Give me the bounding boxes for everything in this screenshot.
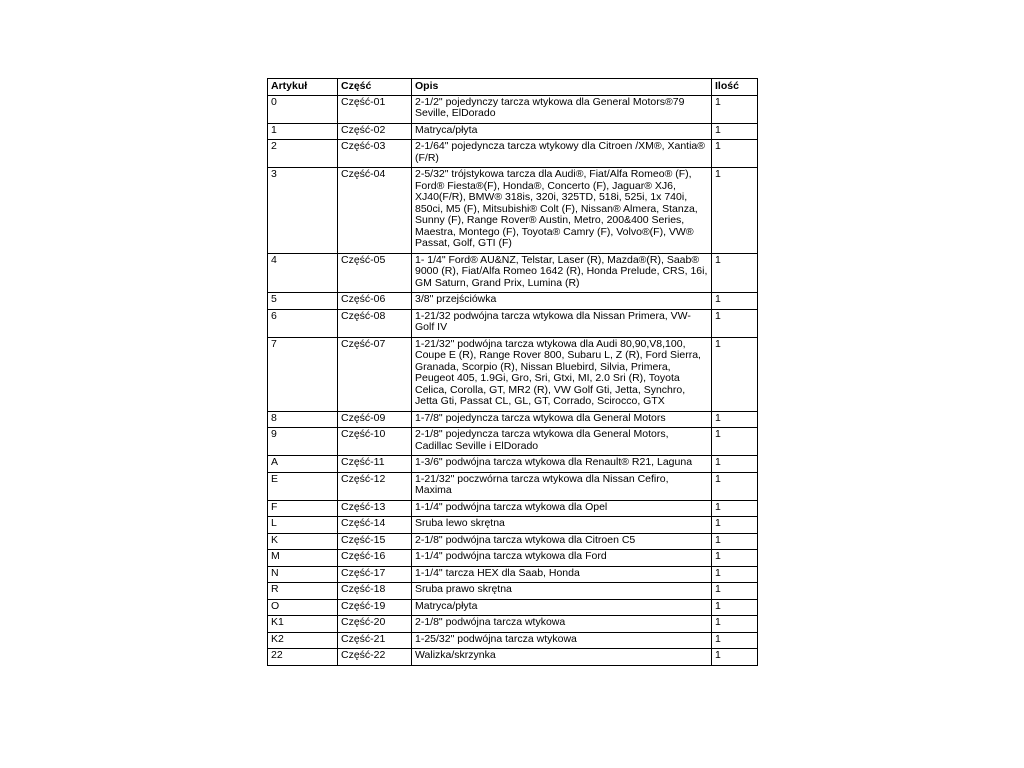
cell-artykul: M	[268, 550, 338, 567]
table-row	[268, 517, 758, 534]
cell-czesc: Część-06	[338, 293, 412, 310]
cell-czesc: Część-01	[338, 95, 412, 123]
cell-artykul: A	[268, 456, 338, 473]
cell-czesc: Część-02	[338, 123, 412, 140]
cell-artykul: N	[268, 566, 338, 583]
cell-artykul: 4	[268, 253, 338, 293]
table-row	[268, 550, 758, 567]
cell-opis: 1-1/4" podwójna tarcza wtykowa dla Ford	[412, 550, 712, 567]
cell-ilosc: 1	[712, 566, 758, 583]
table-row	[268, 411, 758, 428]
cell-czesc: Część-13	[338, 500, 412, 517]
cell-opis: 1-1/4" tarcza HEX dla Saab, Honda	[412, 566, 712, 583]
cell-artykul: K2	[268, 632, 338, 649]
parts-table	[267, 78, 758, 666]
cell-czesc: Część-03	[338, 140, 412, 168]
cell-ilosc: 1	[712, 140, 758, 168]
cell-czesc: Część-17	[338, 566, 412, 583]
cell-artykul: 0	[268, 95, 338, 123]
cell-czesc: Część-20	[338, 616, 412, 633]
cell-ilosc: 1	[712, 123, 758, 140]
cell-opis: 1-1/4" podwójna tarcza wtykowa dla Opel	[412, 500, 712, 517]
table-row	[268, 123, 758, 140]
header-row	[268, 79, 758, 96]
cell-opis: 2-1/8" podwójna tarcza wtykowa dla Citroen C5	[412, 533, 712, 550]
cell-ilosc: 1	[712, 517, 758, 534]
cell-ilosc: 1	[712, 500, 758, 517]
cell-ilosc: 1	[712, 411, 758, 428]
table-row	[268, 140, 758, 168]
cell-czesc: Część-18	[338, 583, 412, 600]
table-row	[268, 649, 758, 666]
cell-opis: Sruba lewo skrętna	[412, 517, 712, 534]
cell-czesc: Część-22	[338, 649, 412, 666]
cell-czesc: Część-12	[338, 472, 412, 500]
cell-artykul: F	[268, 500, 338, 517]
cell-opis: 2-1/8" pojedyncza tarcza wtykowa dla General Motors, Cadillac Seville i ElDorado	[412, 428, 712, 456]
cell-opis: 2-1/8" podwójna tarcza wtykowa	[412, 616, 712, 633]
cell-artykul: 9	[268, 428, 338, 456]
cell-opis: 2-1/2" pojedynczy tarcza wtykowa dla General Motors®79 Seville, ElDorado	[412, 95, 712, 123]
cell-opis: 1- 1/4" Ford® AU&NZ, Telstar, Laser (R), Mazda®(R), Saab® 9000 (R), Fiat/Alfa Romeo 1642 (R), Honda Prelude, CRS, 16i, GM Saturn, Grand Prix, Lumina (R)	[412, 253, 712, 293]
cell-ilosc: 1	[712, 253, 758, 293]
cell-czesc: Część-19	[338, 599, 412, 616]
table-row	[268, 472, 758, 500]
table-row	[268, 253, 758, 293]
cell-ilosc: 1	[712, 649, 758, 666]
cell-czesc: Część-14	[338, 517, 412, 534]
cell-artykul: E	[268, 472, 338, 500]
cell-opis: 1-21/32" poczwórna tarcza wtykowa dla Nissan Cefiro, Maxima	[412, 472, 712, 500]
table-row	[268, 599, 758, 616]
table-header	[268, 79, 758, 96]
table-row	[268, 428, 758, 456]
cell-czesc: Część-16	[338, 550, 412, 567]
cell-ilosc: 1	[712, 293, 758, 310]
cell-artykul: 3	[268, 168, 338, 254]
cell-artykul: O	[268, 599, 338, 616]
table-row	[268, 632, 758, 649]
cell-czesc: Część-09	[338, 411, 412, 428]
cell-ilosc: 1	[712, 309, 758, 337]
cell-ilosc: 1	[712, 428, 758, 456]
cell-ilosc: 1	[712, 95, 758, 123]
header-opis: Opis	[412, 79, 712, 96]
cell-czesc: Część-08	[338, 309, 412, 337]
cell-artykul: 22	[268, 649, 338, 666]
table-row	[268, 566, 758, 583]
table-row	[268, 616, 758, 633]
cell-czesc: Część-10	[338, 428, 412, 456]
table-row	[268, 583, 758, 600]
cell-czesc: Część-21	[338, 632, 412, 649]
cell-ilosc: 1	[712, 550, 758, 567]
cell-ilosc: 1	[712, 337, 758, 411]
cell-czesc: Część-05	[338, 253, 412, 293]
cell-opis: Sruba prawo skrętna	[412, 583, 712, 600]
cell-opis: 1-25/32" podwójna tarcza wtykowa	[412, 632, 712, 649]
table-body	[268, 95, 758, 665]
cell-ilosc: 1	[712, 456, 758, 473]
cell-artykul: 1	[268, 123, 338, 140]
cell-czesc: Część-07	[338, 337, 412, 411]
cell-ilosc: 1	[712, 583, 758, 600]
cell-opis: 1-7/8" pojedyncza tarcza wtykowa dla General Motors	[412, 411, 712, 428]
cell-ilosc: 1	[712, 616, 758, 633]
table-row	[268, 95, 758, 123]
table-row	[268, 337, 758, 411]
cell-artykul: 8	[268, 411, 338, 428]
cell-opis: 1-21/32 podwójna tarcza wtykowa dla Nissan Primera, VW-Golf IV	[412, 309, 712, 337]
cell-ilosc: 1	[712, 533, 758, 550]
cell-opis: 1-3/6" podwójna tarcza wtykowa dla Renault® R21, Laguna	[412, 456, 712, 473]
cell-artykul: 5	[268, 293, 338, 310]
cell-ilosc: 1	[712, 632, 758, 649]
cell-opis: Matryca/płyta	[412, 123, 712, 140]
cell-ilosc: 1	[712, 472, 758, 500]
cell-artykul: 2	[268, 140, 338, 168]
table-row	[268, 456, 758, 473]
cell-artykul: 7	[268, 337, 338, 411]
table-row	[268, 309, 758, 337]
header-ilosc: Ilość	[712, 79, 758, 96]
cell-opis: 2-1/64" pojedyncza tarcza wtykowy dla Citroen /XM®, Xantia® (F/R)	[412, 140, 712, 168]
cell-artykul: 6	[268, 309, 338, 337]
table-row	[268, 533, 758, 550]
cell-czesc: Część-11	[338, 456, 412, 473]
cell-opis: Walizka/skrzynka	[412, 649, 712, 666]
cell-czesc: Część-15	[338, 533, 412, 550]
table-row	[268, 293, 758, 310]
cell-opis: 1-21/32" podwójna tarcza wtykowa dla Audi 80,90,V8,100, Coupe E (R), Range Rover 800, Subaru L, Z (R), Ford Sierra, Granada, Scorpio (R), Nissan Bluebird, Silvia, Primera, Peugeot 405, 1.9Gi, Gro, Sri, Gtxi, MI, 2.0 Sri (R), Toyota Celica, Corolla, GT, MR2 (R), VW Golf Gti, Jetta, Synchro, Jetta Gti, Passat CL, GL, GT, Corrado, Scirocco, GTX	[412, 337, 712, 411]
cell-artykul: L	[268, 517, 338, 534]
header-artykul: Artykuł	[268, 79, 338, 96]
cell-opis: 2-5/32" trójstykowa tarcza dla Audi®, Fiat/Alfa Romeo® (F), Ford® Fiesta®(F), Honda®, Concerto (F), Jaguar® XJ6, XJ40(F/R), BMW® 318is, 320i, 325TD, 518i, 525i, 1x 740i, 850ci, M5 (F), Mitsubishi® Colt (F), Nissan® Almera, Stanza, Sunny (F), Range Rover® Austin, Metro, 200&400 Series, Maestra, Montego (F), Toyota® Camry (F), Volvo®(F), VW® Passat, Golf, GTI (F)	[412, 168, 712, 254]
cell-artykul: R	[268, 583, 338, 600]
cell-czesc: Część-04	[338, 168, 412, 254]
cell-opis: 3/8" przejściówka	[412, 293, 712, 310]
cell-ilosc: 1	[712, 599, 758, 616]
cell-ilosc: 1	[712, 168, 758, 254]
cell-artykul: K	[268, 533, 338, 550]
cell-opis: Matryca/płyta	[412, 599, 712, 616]
header-czesc: Część	[338, 79, 412, 96]
table-row	[268, 168, 758, 254]
table-row	[268, 500, 758, 517]
cell-artykul: K1	[268, 616, 338, 633]
